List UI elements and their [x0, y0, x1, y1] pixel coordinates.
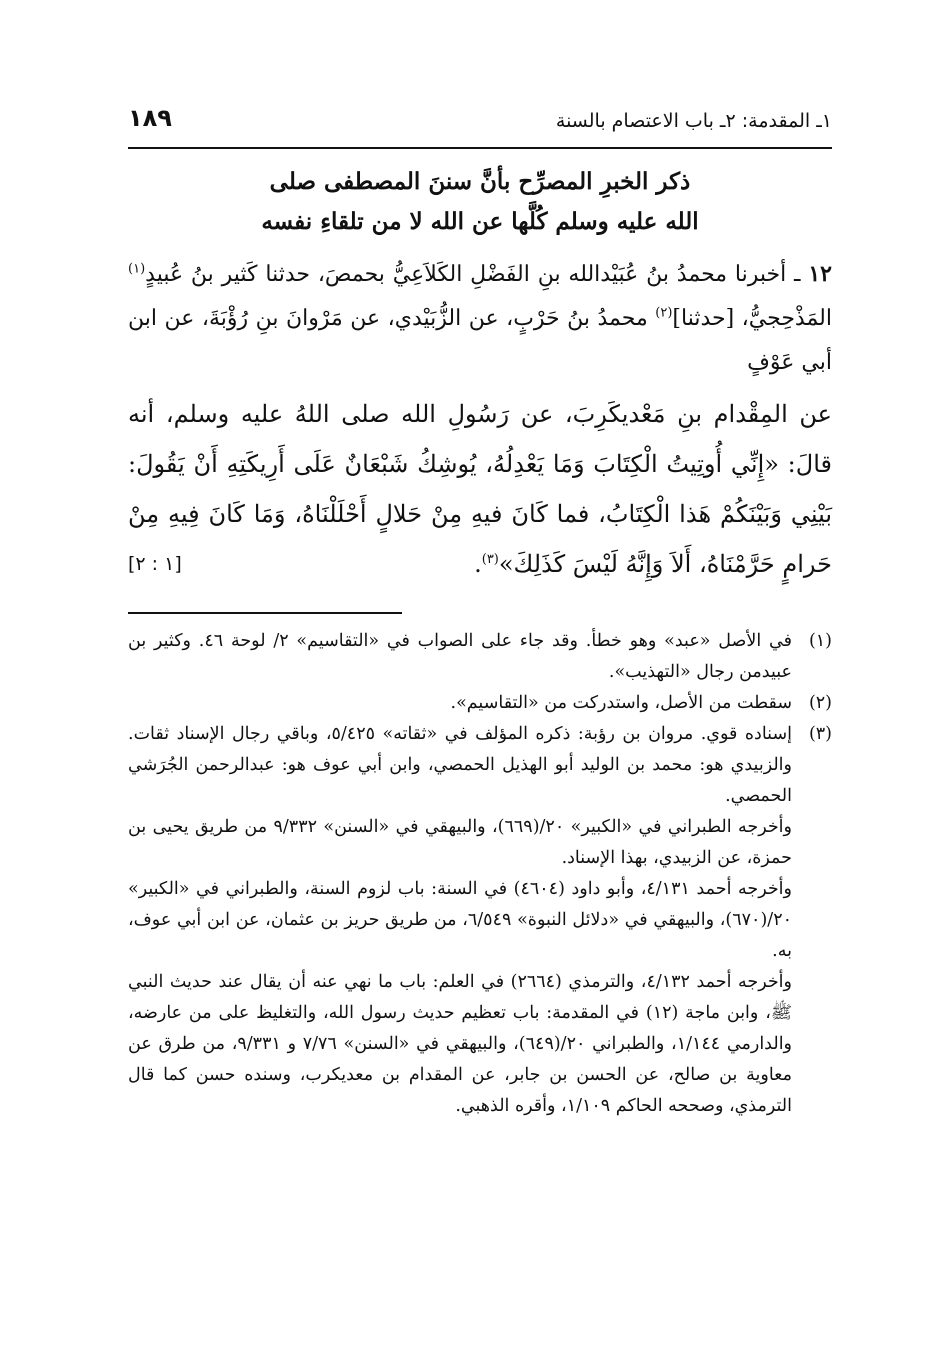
hadith-matn [128, 389, 832, 589]
isnad-text-3: محمدُ بنُ حَرْبٍ، عن الزُّبَيْدي، عن مَرْوانَ بنِ رُؤْبَةَ، عن ابن أبي عَوْفٍ [128, 306, 832, 375]
footnote-paragraph: في الأصل «عبد» وهو خطأ. وقد جاء على الصواب في «التقاسيم» ٢/ لوحة ٤٦. وكثير بن عبيدمن رجال «التهذيب». [128, 631, 792, 682]
isnad-text-1: ـ أخبرنا محمدُ بنُ عُبَيْدالله بنِ الفَضْلِ الكَلاَعِيُّ بحمصَ، حدثنا كَثير بنُ عُبيدٍ [145, 262, 801, 287]
footnote-2 [128, 688, 832, 719]
page-header [128, 104, 832, 144]
footnote-3 [128, 719, 832, 1122]
footnote-marker: (١) [808, 631, 832, 651]
hadith-isnad [128, 252, 832, 385]
footnote-1 [128, 626, 832, 688]
footnote-paragraph: وأخرجه أحمد ٤/١٣٢، والترمذي (٢٦٦٤) في العلم: باب ما نهي عنه أن يقال عند حديث النبي ﷺ، وابن ماجة (١٢) في المقدمة: باب تعظيم حديث رسول الله، والتغليظ على من عارضه، والدارمي ١/١٤٤، والطبراني ٢٠/(٦٤٩)، والبيهقي في «السنن» ٧/٧٦ و ٩/٣٣١، من طرق عن معاوية بن صالح، عن الحسن بن جابر، عن المقدام بن معديكرب، وسنده حسن كما قال الترمذي، وصححه الحاكم ١/١٠٩، وأقره الذهبي. [128, 972, 793, 1116]
footnote-ref-3[interactable]: (٣) [481, 552, 499, 567]
footnote-marker: (٣) [808, 724, 832, 744]
header-rule [128, 147, 832, 149]
footnote-paragraph: إسناده قوي. مروان بن رؤبة: ذكره المؤلف في «ثقاته» ٥/٤٢٥، وباقي رجال الإسناد ثقات. والزبيدي هو: محمد بن الوليد أبو الهذيل الحمصي، وابن أبي عوف هو: عبدالرحمن الجُرَشي الحمصي. [128, 724, 792, 806]
footnotes [128, 626, 832, 1122]
footnote-ref-1[interactable]: (١) [128, 261, 146, 277]
matn-text: عن المِقْدام بنِ مَعْديكَرِبَ، عن رَسُولِ الله صلى اللهُ عليه وسلم، أنه قالَ: «إِنِّي أُوتِيتُ الْكِتَابَ وَمَا يَعْدِلُهُ، يُوشِكُ شَبْعَانٌ عَلَى أَرِيكَتِهِ أَنْ يَقُولَ: بَيْنِي وَبَيْنَكُمْ هَذا الْكِتَابُ، فما كَانَ فيهِ مِنْ حَلالٍ أَحْلَلْنَاهُ، وَمَا كَانَ فِيهِ مِنْ حَرامٍ حَرَّمْنَاهُ، أَلاَ وَإِنَّهُ لَيْسَ كَذَلِكَ» [128, 400, 833, 578]
footnote-paragraph: سقطت من الأصل، واستدركت من «التقاسيم». [450, 693, 792, 713]
running-title: ١ـ المقدمة: ٢ـ باب الاعتصام بالسنة [555, 110, 832, 132]
section-title [128, 162, 832, 242]
section-title-line-2: الله عليه وسلم كُلَّها عن الله لا من تلقاءِ نفسه [261, 208, 699, 235]
footnote-separator [128, 612, 402, 614]
section-title-line-1: ذكر الخبرِ المصرِّح بأنَّ سننَ المصطفى صلى [269, 168, 691, 195]
hadith-number: ١٢ [808, 261, 832, 287]
hadith-reference: [١ : ٢] [128, 553, 182, 575]
hadith-block [128, 252, 832, 589]
footnote-paragraph: وأخرجه الطبراني في «الكبير» ٢٠/(٦٦٩)، والبيهقي في «السنن» ٩/٣٣٢ من طريق يحيى بن حمزة، عن الزبيدي، بهذا الإسناد. [128, 817, 792, 868]
footnote-marker: (٢) [808, 693, 832, 713]
footnote-ref-2[interactable]: (٢) [655, 305, 673, 321]
matn-end: . [474, 550, 482, 578]
isnad-text-2: المَذْحِجيُّ، [حدثنا] [672, 306, 832, 331]
footnote-paragraph: وأخرجه أحمد ٤/١٣١، وأبو داود (٤٦٠٤) في السنة: باب لزوم السنة، والطبراني في «الكبير» ٢٠/(٦٧٠)، والبيهقي في «دلائل النبوة» ٦/٥٤٩، من طريق حريز بن عثمان، عن ابن أبي عوف، به. [128, 879, 792, 961]
page-number: ١٨٩ [128, 104, 172, 132]
